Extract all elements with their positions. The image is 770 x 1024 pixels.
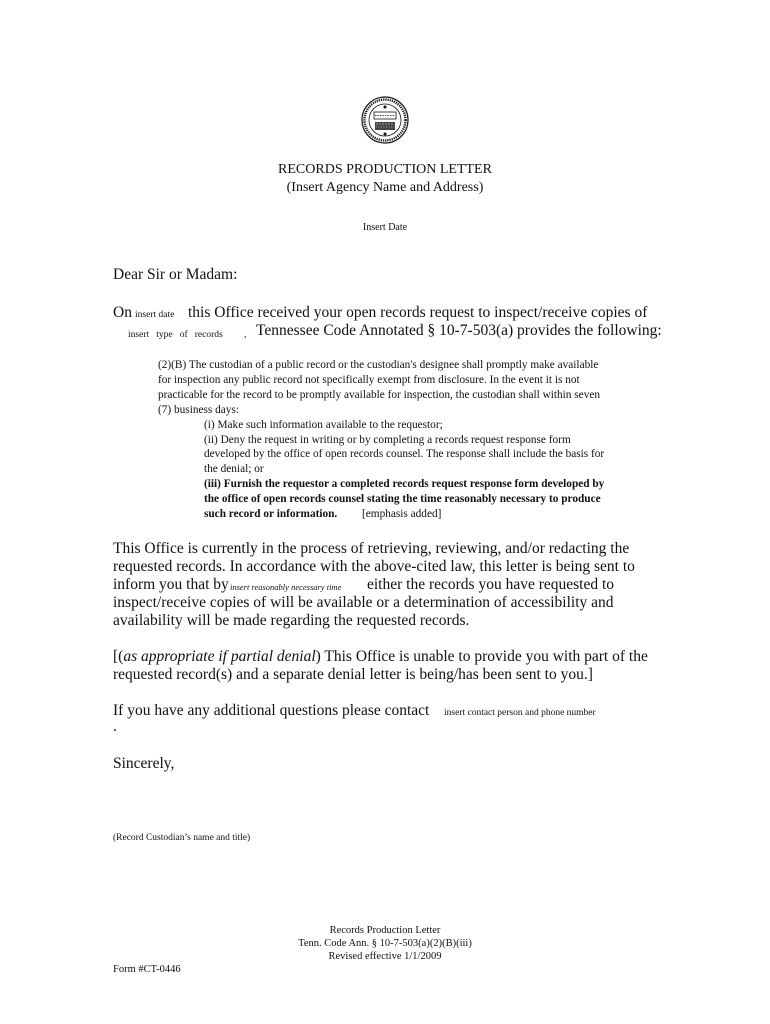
para1-line4: inspect/receive copies of will be available or a determination of accessibility and (113, 594, 614, 611)
quote-item-ii-line1: (ii) Deny the request in writing or by completing a records request response form (204, 434, 571, 446)
emphasis-note: [emphasis added] (362, 508, 442, 520)
salutation: Dear Sir or Madam: (113, 266, 238, 283)
closing: Sincerely, (113, 755, 175, 772)
time-field[interactable]: insert reasonably necessary time (230, 582, 342, 592)
para1-line2: requested records. In accordance with the above-cited law, this letter is being sent to (113, 558, 635, 575)
quote-item-ii-line2: developed by the office of open records counsel. The response shall include the basis for (204, 448, 605, 460)
records-type-field[interactable]: insert type of records (128, 330, 223, 340)
quote-item-iii-line3: such record or information. (204, 508, 338, 520)
intro-on: On (113, 304, 132, 321)
partial-denial-note: as appropriate if partial denial (123, 648, 316, 665)
para1-line3a: inform you that by (113, 576, 229, 593)
quote-line-1: (2)(B) The custodian of a public record or the custodian's designee shall promptly make available (158, 359, 599, 371)
tennessee-state-seal-icon (361, 96, 409, 144)
footer-title: Records Production Letter (329, 925, 441, 936)
quote-item-i: (i) Make such information available to the requestor; (204, 419, 443, 431)
agency-name-placeholder: (Insert Agency Name and Address) (286, 180, 484, 195)
footer-revised: Revised effective 1/1/2009 (328, 951, 442, 962)
footer-citation: Tenn. Code Ann. § 10-7-503(a)(2)(B)(iii) (298, 938, 472, 949)
quote-line-4: (7) business days: (158, 404, 239, 416)
contact-period: . (113, 718, 117, 735)
para2-line1 (113, 648, 648, 666)
form-number: Form #CT-0446 (113, 964, 181, 975)
para2-bracket: [( (113, 648, 124, 665)
signature-placeholder[interactable]: (Record Custodian’s name and title) (113, 833, 251, 843)
contact-field[interactable]: insert contact person and phone number (444, 708, 596, 718)
intro-text-line1: this Office received your open records request to inspect/receive copies of (188, 304, 648, 321)
para1-line1: This Office is currently in the process of retrieving, reviewing, and/or redacting the (113, 540, 630, 557)
contact-text: If you have any additional questions please contact (113, 702, 430, 719)
quote-item-ii-line3: the denial; or (204, 463, 264, 475)
para1-line3b: either the records you have requested to (367, 576, 615, 593)
para2-line2: requested record(s) and a separate denial letter is being/has been sent to you.] (113, 666, 593, 683)
quote-item-iii-line2: the office of open records counsel stating the time reasonably necessary to produce (204, 493, 601, 505)
letter-title: RECORDS PRODUCTION LETTER (278, 162, 492, 177)
quote-line-3: practicable for the record to be promptly available for inspection, the custodian shall within seven (158, 389, 601, 401)
para1-line5: availability will be made regarding the requested records. (113, 612, 470, 629)
quote-line-2: for inspection any public record not specifically exempt from disclosure. In the event it is not (158, 374, 580, 386)
intro-text-line2: Tennessee Code Annotated § 10-7-503(a) provides the following: (256, 322, 662, 339)
date-field[interactable]: insert date (135, 310, 175, 320)
intro-comma: , (244, 330, 247, 340)
quote-item-iii-line1: (iii) Furnish the requestor a completed records request response form developed by (204, 478, 605, 490)
para2-text: ) This Office is unable to provide you with part of the (315, 648, 648, 665)
date-placeholder: Insert Date (362, 222, 408, 233)
